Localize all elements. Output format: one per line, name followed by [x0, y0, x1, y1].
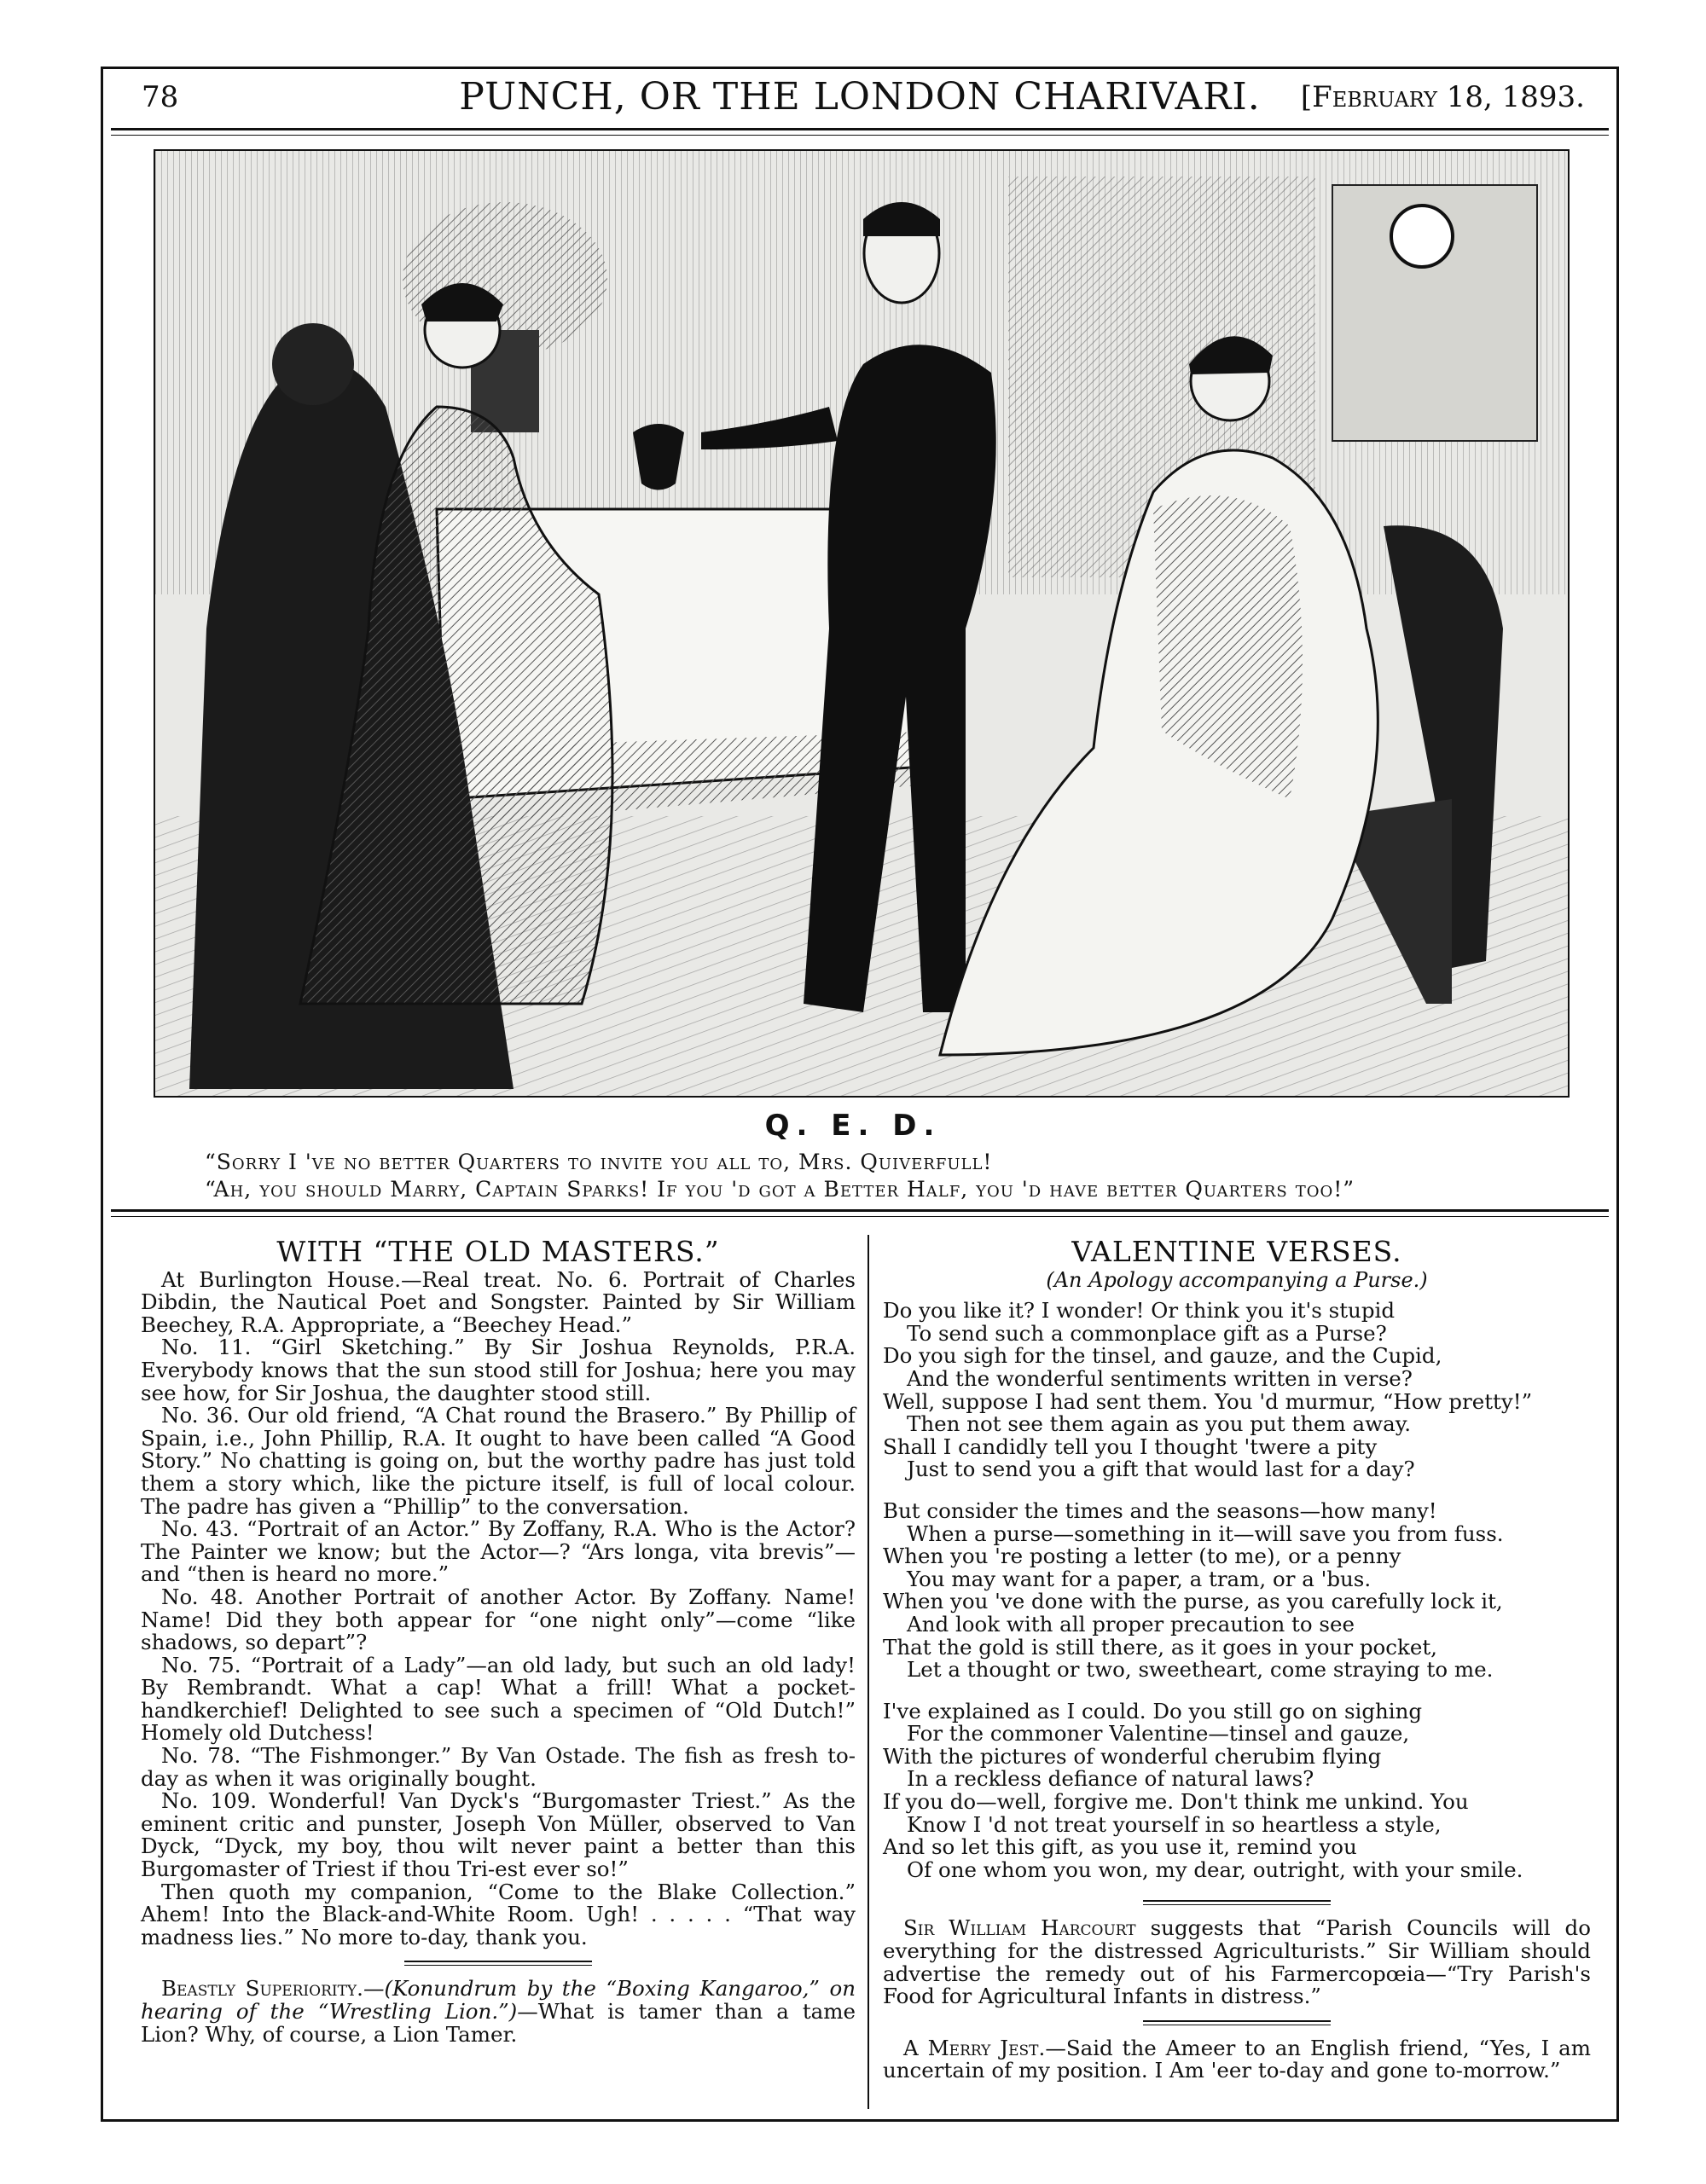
drawing-room-scene	[155, 151, 1568, 1096]
cartoon-caption-line-1: “Sorry I 've no better Quarters to invite you all to, Mrs. Quiverfull!	[205, 1150, 993, 1174]
clock-icon	[1391, 206, 1453, 267]
cartoon-title: Q. E. D.	[764, 1109, 942, 1143]
cartoon-caption-line-2: “Ah, you should Marry, Captain Sparks! If you 'd got a Better Half, you 'd have better Quarters too!”	[205, 1177, 1355, 1202]
separator	[404, 1961, 592, 1966]
left-column	[141, 1235, 856, 2047]
section-rule	[111, 1209, 1609, 1212]
verse-line: And look with all proper precaution to see	[907, 1611, 1355, 1637]
publication-title: PUNCH, OR THE LONDON CHARIVARI.	[459, 75, 1261, 119]
old-masters-paragraph: No. 43. “Portrait of an Actor.” By Zoffany, R.A. Who is the Actor? The Painter we know; but the Actor—? “Ars longa, vita brevis”—and “then is heard no more.”	[141, 1516, 856, 1587]
verse-line: Then not see them again as you put them away.	[907, 1411, 1412, 1437]
verse-line: Do you like it? I wonder! Or think you it's stupid	[883, 1298, 1396, 1324]
verse-line: Well, suppose I had sent them. You 'd murmur, “How pretty!”	[883, 1388, 1533, 1414]
verse-line: Know I 'd not treat yourself in so heartless a style,	[907, 1811, 1442, 1837]
old-masters-paragraph: No. 11. “Girl Sketching.” By Sir Joshua Reynolds, P.R.A. Everybody knows that the sun stood still for Joshua; here you may see how, for Sir Joshua, the daughter stood still.	[141, 1335, 856, 1405]
old-masters-title: WITH “THE OLD MASTERS.”	[276, 1235, 720, 1268]
harcourt-item	[883, 1917, 1591, 2007]
verse-line: I've explained as I could. Do you still go on sighing	[883, 1698, 1423, 1723]
old-masters-paragraph: No. 78. “The Fishmonger.” By Van Ostade. The fish as fresh to-day as when it was originally bought.	[141, 1743, 856, 1791]
old-masters-paragraph: No. 36. Our old friend, “A Chat round the Brasero.” By Phillip of Spain, i.e., John Phillip, R.A. It ought to have been called “A Good Story.” No chatting is going on, but the worthy padre has just told them a story which, like the picture itself, is full of local colour. The padre has given a “Phillip” to the conversation.	[141, 1403, 856, 1519]
verse-line: But consider the times and the seasons—how many!	[883, 1498, 1437, 1523]
beastly-text: —What is tamer than a tame Lion? Why, of course, a Lion Tamer.	[141, 1999, 856, 2047]
beastly-sub: —(Konundrum by the “Boxing Kangaroo,” on hearing of the “Wrestling Lion.”)	[141, 1976, 856, 2024]
old-masters-paragraph: No. 48. Another Portrait of another Actor. By Zoffany. Name! Name! Did they both appear for “one night only”—come “like shadows, so depart”?	[141, 1584, 856, 1655]
cartoon-illustration	[154, 149, 1570, 1098]
beastly-superiority-item	[141, 1978, 856, 2046]
old-masters-paragraph: No. 109. Wonderful! Van Dyck's “Burgomaster Triest.” As the eminent critic and punster, Joseph Von Müller, observed to Van Dyck, “Dyck, my boy, thou wilt never paint a better than this Burgomaster of Triest if thou Tri-est ever so!”	[141, 1788, 856, 1882]
separator	[1143, 1900, 1331, 1905]
valentine-title: VALENTINE VERSES.	[1071, 1235, 1402, 1268]
valentine-subtitle: (An Apology accompanying a Purse.)	[1046, 1267, 1428, 1292]
masthead	[101, 75, 1619, 126]
merry-jest-item	[883, 2037, 1591, 2083]
column-divider	[868, 1235, 869, 2109]
verse-line: When you 've done with the purse, as you carefully lock it,	[883, 1589, 1503, 1614]
verse-line: Let a thought or two, sweetheart, come straying to me.	[907, 1657, 1494, 1683]
issue-date: [February 18, 1893.	[1300, 80, 1585, 114]
valentine-stanza	[883, 1300, 1591, 1481]
harcourt-head: Sir William Harcourt	[903, 1915, 1136, 1941]
verse-line: And the wonderful sentiments written in verse?	[907, 1365, 1413, 1391]
separator	[1143, 2020, 1331, 2025]
verse-line: When you 're posting a letter (to me), or a penny	[883, 1544, 1401, 1569]
old-masters-paragraph: No. 75. “Portrait of a Lady”—an old lady, but such an old lady! By Rembrandt. What a cap! What a frill! What a pocket-handkerchief! Delighted to see such a specimen of “Old Dutch!” Homely old Dutchess!	[141, 1652, 856, 1746]
valentine-stanza	[883, 1500, 1591, 1682]
old-masters-paragraph: Then quoth my companion, “Come to the Blake Collection.” Ahem! Into the Black-and-White Room. Ugh! . . . . . “That way madness lies.” No more to-day, thank you.	[141, 1879, 856, 1949]
harcourt-text: suggests that “Parish Councils will do everything for the distressed Agriculturists.” Sir William should advertise the remedy out of his Farmercopœia—“Try Parish's Food for Agricultural Infants in distress.”	[883, 1915, 1591, 2009]
section-rule-thin	[111, 1216, 1609, 1217]
valentine-stanza	[883, 1700, 1591, 1882]
verse-line: Shall I candidly tell you I thought 'twere a pity	[883, 1434, 1378, 1459]
verse-line: In a reckless defiance of natural laws?	[907, 1766, 1314, 1792]
beastly-head: Beastly Superiority.	[161, 1976, 363, 2002]
masthead-rule-thin	[111, 135, 1609, 136]
verse-line: Do you sigh for the tinsel, and gauze, and the Cupid,	[883, 1343, 1442, 1369]
verse-line: If you do—well, forgive me. Don't think me unkind. You	[883, 1789, 1469, 1815]
page-number: 78	[142, 80, 179, 114]
verse-line: With the pictures of wonderful cherubim flying	[883, 1743, 1382, 1769]
verse-line: Just to send you a gift that would last for a day?	[907, 1457, 1415, 1482]
verse-line: And so let this gift, as you use it, remind you	[883, 1834, 1357, 1860]
verse-line: That the gold is still there, as it goes in your pocket,	[883, 1634, 1437, 1660]
verse-line: Of one whom you won, my dear, outright, with your smile.	[907, 1857, 1523, 1882]
merry-jest-head: A Merry Jest.	[903, 2035, 1046, 2060]
verse-line: You may want for a paper, a tram, or a 'bus.	[907, 1566, 1372, 1591]
right-column	[883, 1235, 1591, 2083]
verse-line: For the commoner Valentine—tinsel and gauze,	[907, 1721, 1410, 1747]
merry-jest-text: —Said the Ameer to an English friend, “Yes, I am uncertain of my position. I Am 'eer to-day and gone to-morrow.”	[883, 2035, 1591, 2083]
verse-line: To send such a commonplace gift as a Purse?	[907, 1320, 1387, 1346]
old-masters-paragraph: At Burlington House.—Real treat. No. 6. Portrait of Charles Dibdin, the Nautical Poet and Songster. Painted by Sir William Beechey, R.A. Appropriate, a “Beechey Head.”	[141, 1266, 856, 1337]
verse-line: When a purse—something in it—will save you from fuss.	[907, 1521, 1504, 1546]
masthead-rule	[111, 128, 1609, 130]
